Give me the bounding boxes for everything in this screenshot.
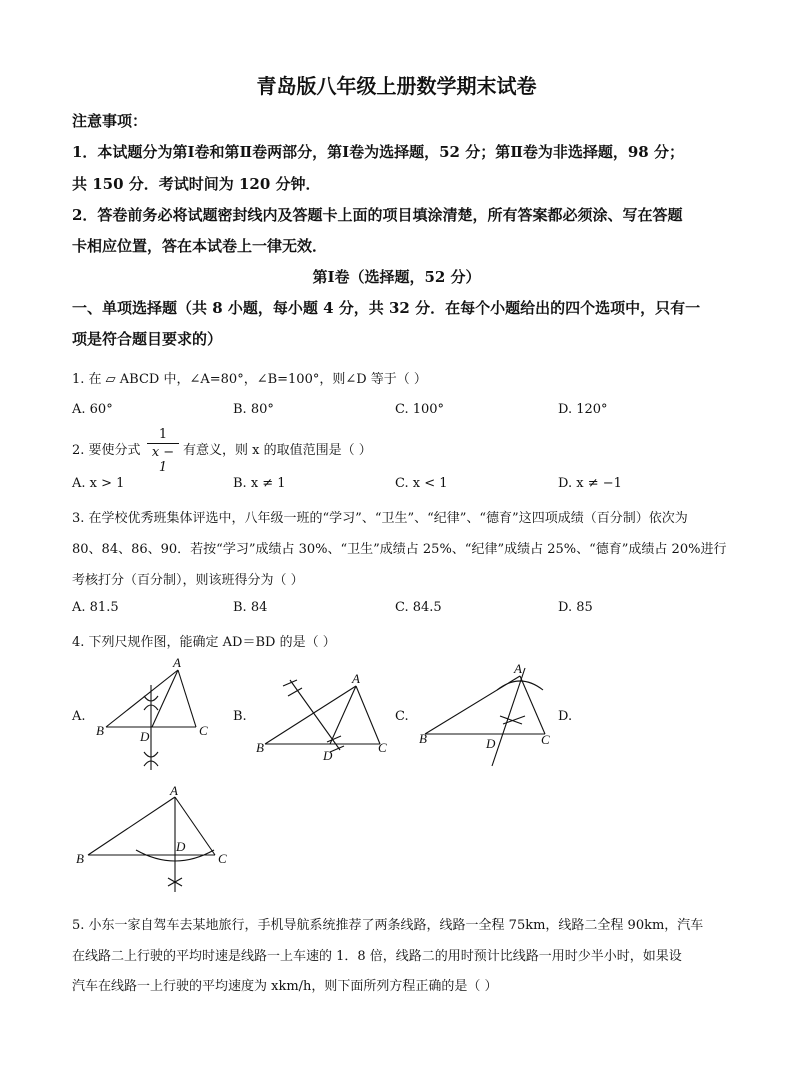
figure-a-label-a: A — [173, 655, 181, 670]
figure-d-triangle — [88, 797, 215, 892]
figure-c-label-b: B — [419, 731, 427, 746]
fraction-numerator: 1 — [158, 427, 168, 442]
figure-c-triangle — [425, 668, 545, 766]
fraction-denominator: x − 1 — [151, 445, 175, 475]
figure-a-label-c: C — [199, 723, 208, 738]
notice-line-1a: 1．本试题分为第Ⅰ卷和第Ⅱ卷两部分，第Ⅰ卷为选择题，52 分；第Ⅱ卷为非选择题，98 分； — [72, 143, 684, 161]
figure-b-triangle — [265, 680, 380, 752]
question-3-option-d: D. 85 — [558, 600, 593, 615]
figure-a-label-b: B — [96, 723, 104, 738]
question-3-line-1: 3. 在学校优秀班集体评选中，八年级一班的“学习”、“卫生”、“纪律”、“德育”这四项成绩（百分制）依次为 — [72, 511, 688, 526]
question-5-line-2: 在线路二上行驶的平均时速是线路一上车速的 1．8 倍，线路二的用时预计比线路一用时少半小时，如果设 — [72, 949, 682, 964]
figure-c-label-c: C — [541, 732, 550, 747]
figure-b-label-b: B — [256, 740, 264, 755]
question-3-option-b: B. 84 — [233, 600, 268, 615]
notice-line-2a: 2．答卷前务必将试题密封线内及答题卡上面的项目填涂清楚，所有答案都必须涂、写在答题 — [72, 206, 683, 224]
question-4-option-c: C. — [395, 709, 409, 724]
question-2-option-a: A. x > 1 — [72, 476, 125, 491]
question-3-option-a: A. 81.5 — [72, 600, 119, 615]
part-heading-1b: 项是符合题目要求的） — [72, 330, 223, 348]
question-2-option-c: C. x < 1 — [395, 476, 448, 491]
question-1-option-b: B. 80° — [233, 402, 274, 417]
question-2-suffix: 有意义，则 x 的取值范围是（ ） — [183, 443, 372, 458]
figure-d-label-d: D — [176, 839, 186, 854]
figure-d-label-c: C — [218, 851, 227, 866]
figure-b-label-c: C — [378, 740, 387, 755]
figure-d-label-b: B — [76, 851, 84, 866]
question-5-line-3: 汽车在线路一上行驶的平均速度为 xkm/h，则下面所列方程正确的是（ ） — [72, 979, 498, 994]
notice-line-2b: 卡相应位置，答在本试卷上一律无效． — [72, 237, 328, 255]
question-4-text: 4. 下列尺规作图，能确定 AD＝BD 的是（ ） — [72, 635, 336, 650]
figure-d-label-a: A — [170, 783, 178, 798]
question-1-text: 1. 在 ▱ ABCD 中，∠A=80°，∠B=100°，则∠D 等于（ ） — [72, 372, 427, 387]
question-4-option-a: A. — [72, 709, 86, 724]
question-3-line-3: 考核打分（百分制），则该班得分为（ ） — [72, 573, 304, 588]
part-heading-1a: 一、单项选择题（共 8 小题，每小题 4 分，共 32 分．在每个小题给出的四个选项中，只有一 — [72, 299, 701, 317]
question-4-option-b: B. — [233, 709, 247, 724]
question-5-line-1: 5. 小东一家自驾车去某地旅行，手机导航系统推荐了两条线路，线路一全程 75km，线路二全程 90km，汽车 — [72, 918, 704, 933]
question-2-prefix: 2. 要使分式 — [72, 443, 141, 458]
figure-a-label-d: D — [140, 729, 150, 744]
question-4-option-d: D. — [558, 709, 573, 724]
volume-title: 第Ⅰ卷（选择题，52 分） — [312, 268, 481, 286]
figure-c-label-d: D — [486, 736, 496, 751]
figure-b-label-a: A — [352, 671, 360, 686]
page-title: 青岛版八年级上册数学期末试卷 — [256, 74, 537, 98]
figure-a-triangle — [106, 670, 196, 770]
question-3-line-2: 80、84、86、90．若按“学习”成绩占 30%、“卫生”成绩占 25%、“纪律”成绩占 25%、“德育”成绩占 20%进行 — [72, 542, 727, 557]
question-2-option-b: B. x ≠ 1 — [233, 476, 286, 491]
question-1-option-c: C. 100° — [395, 402, 445, 417]
question-1-option-d: D. 120° — [558, 402, 608, 417]
question-3-option-c: C. 84.5 — [395, 600, 442, 615]
figure-c-label-a: A — [514, 661, 522, 676]
figure-b-label-d: D — [323, 748, 333, 763]
question-2-option-d: D. x ≠ −1 — [558, 476, 622, 491]
notice-line-1b: 共 150 分．考试时间为 120 分钟． — [72, 175, 321, 193]
question-1-option-a: A. 60° — [72, 402, 113, 417]
notice-heading: 注意事项： — [72, 112, 148, 130]
